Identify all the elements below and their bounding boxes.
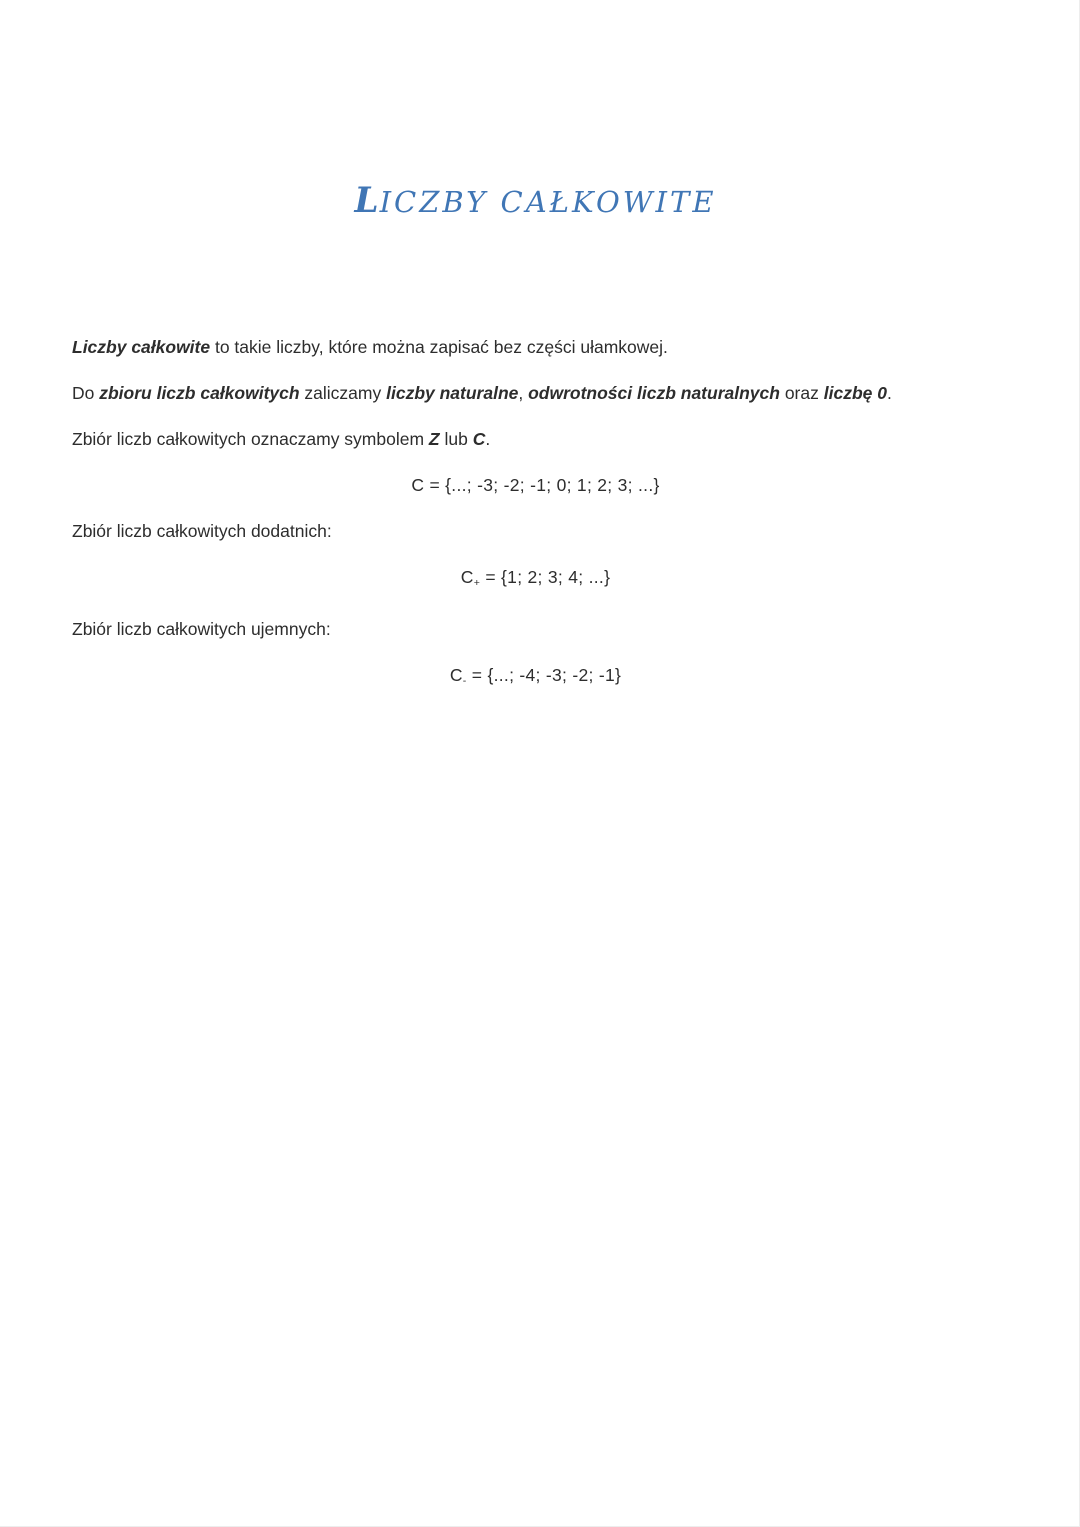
term-liczby-calkowite: Liczby całkowite bbox=[72, 337, 211, 357]
paragraph-definition bbox=[72, 336, 999, 358]
term-liczba-0: liczbę 0 bbox=[823, 383, 887, 403]
formula-negative-integers bbox=[72, 664, 999, 692]
term-odwrotnosci-liczb-naturalnych: odwrotności liczb naturalnych bbox=[528, 383, 780, 403]
formula-symbol: C bbox=[449, 665, 463, 685]
formula-integers-set: C = {...; -3; -2; -1; 0; 1; 2; 3; ...} bbox=[411, 475, 660, 495]
text-run: lub bbox=[439, 429, 473, 449]
formula-body: = {1; 2; 3; 4; ...} bbox=[480, 567, 611, 587]
term-liczby-naturalne: liczby naturalne bbox=[386, 383, 519, 403]
formula-subscript-plus: + bbox=[473, 577, 481, 589]
formula-body: = {...; -4; -3; -2; -1} bbox=[466, 665, 622, 685]
text-run: , bbox=[518, 383, 529, 403]
term-zbior-liczb-calkowitych: zbioru liczb całkowitych bbox=[99, 383, 300, 403]
symbol-z: Z bbox=[428, 429, 440, 449]
text-run: . bbox=[886, 383, 892, 403]
text-run: Do bbox=[72, 383, 100, 403]
formula-subscript-minus: - bbox=[462, 675, 467, 687]
paragraph-set-members bbox=[72, 382, 999, 404]
text-run: Zbiór liczb całkowitych oznaczamy symbolem bbox=[72, 429, 429, 449]
page-title: LICZBY CAŁKOWITE bbox=[354, 181, 717, 221]
paragraph-negative-integers-label: Zbiór liczb całkowitych ujemnych: bbox=[72, 619, 331, 639]
definition-text: to takie liczby, które można zapisać bez części ułamkowej. bbox=[210, 337, 668, 357]
formula-positive-integers bbox=[72, 566, 999, 594]
paragraph-symbols bbox=[72, 428, 999, 450]
paragraph-positive-integers-label: Zbiór liczb całkowitych dodatnich: bbox=[72, 521, 332, 541]
text-run: zaliczamy bbox=[299, 383, 387, 403]
text-run: oraz bbox=[779, 383, 824, 403]
formula-symbol: C bbox=[460, 567, 474, 587]
symbol-c: C bbox=[472, 429, 486, 449]
text-run: . bbox=[485, 429, 491, 449]
